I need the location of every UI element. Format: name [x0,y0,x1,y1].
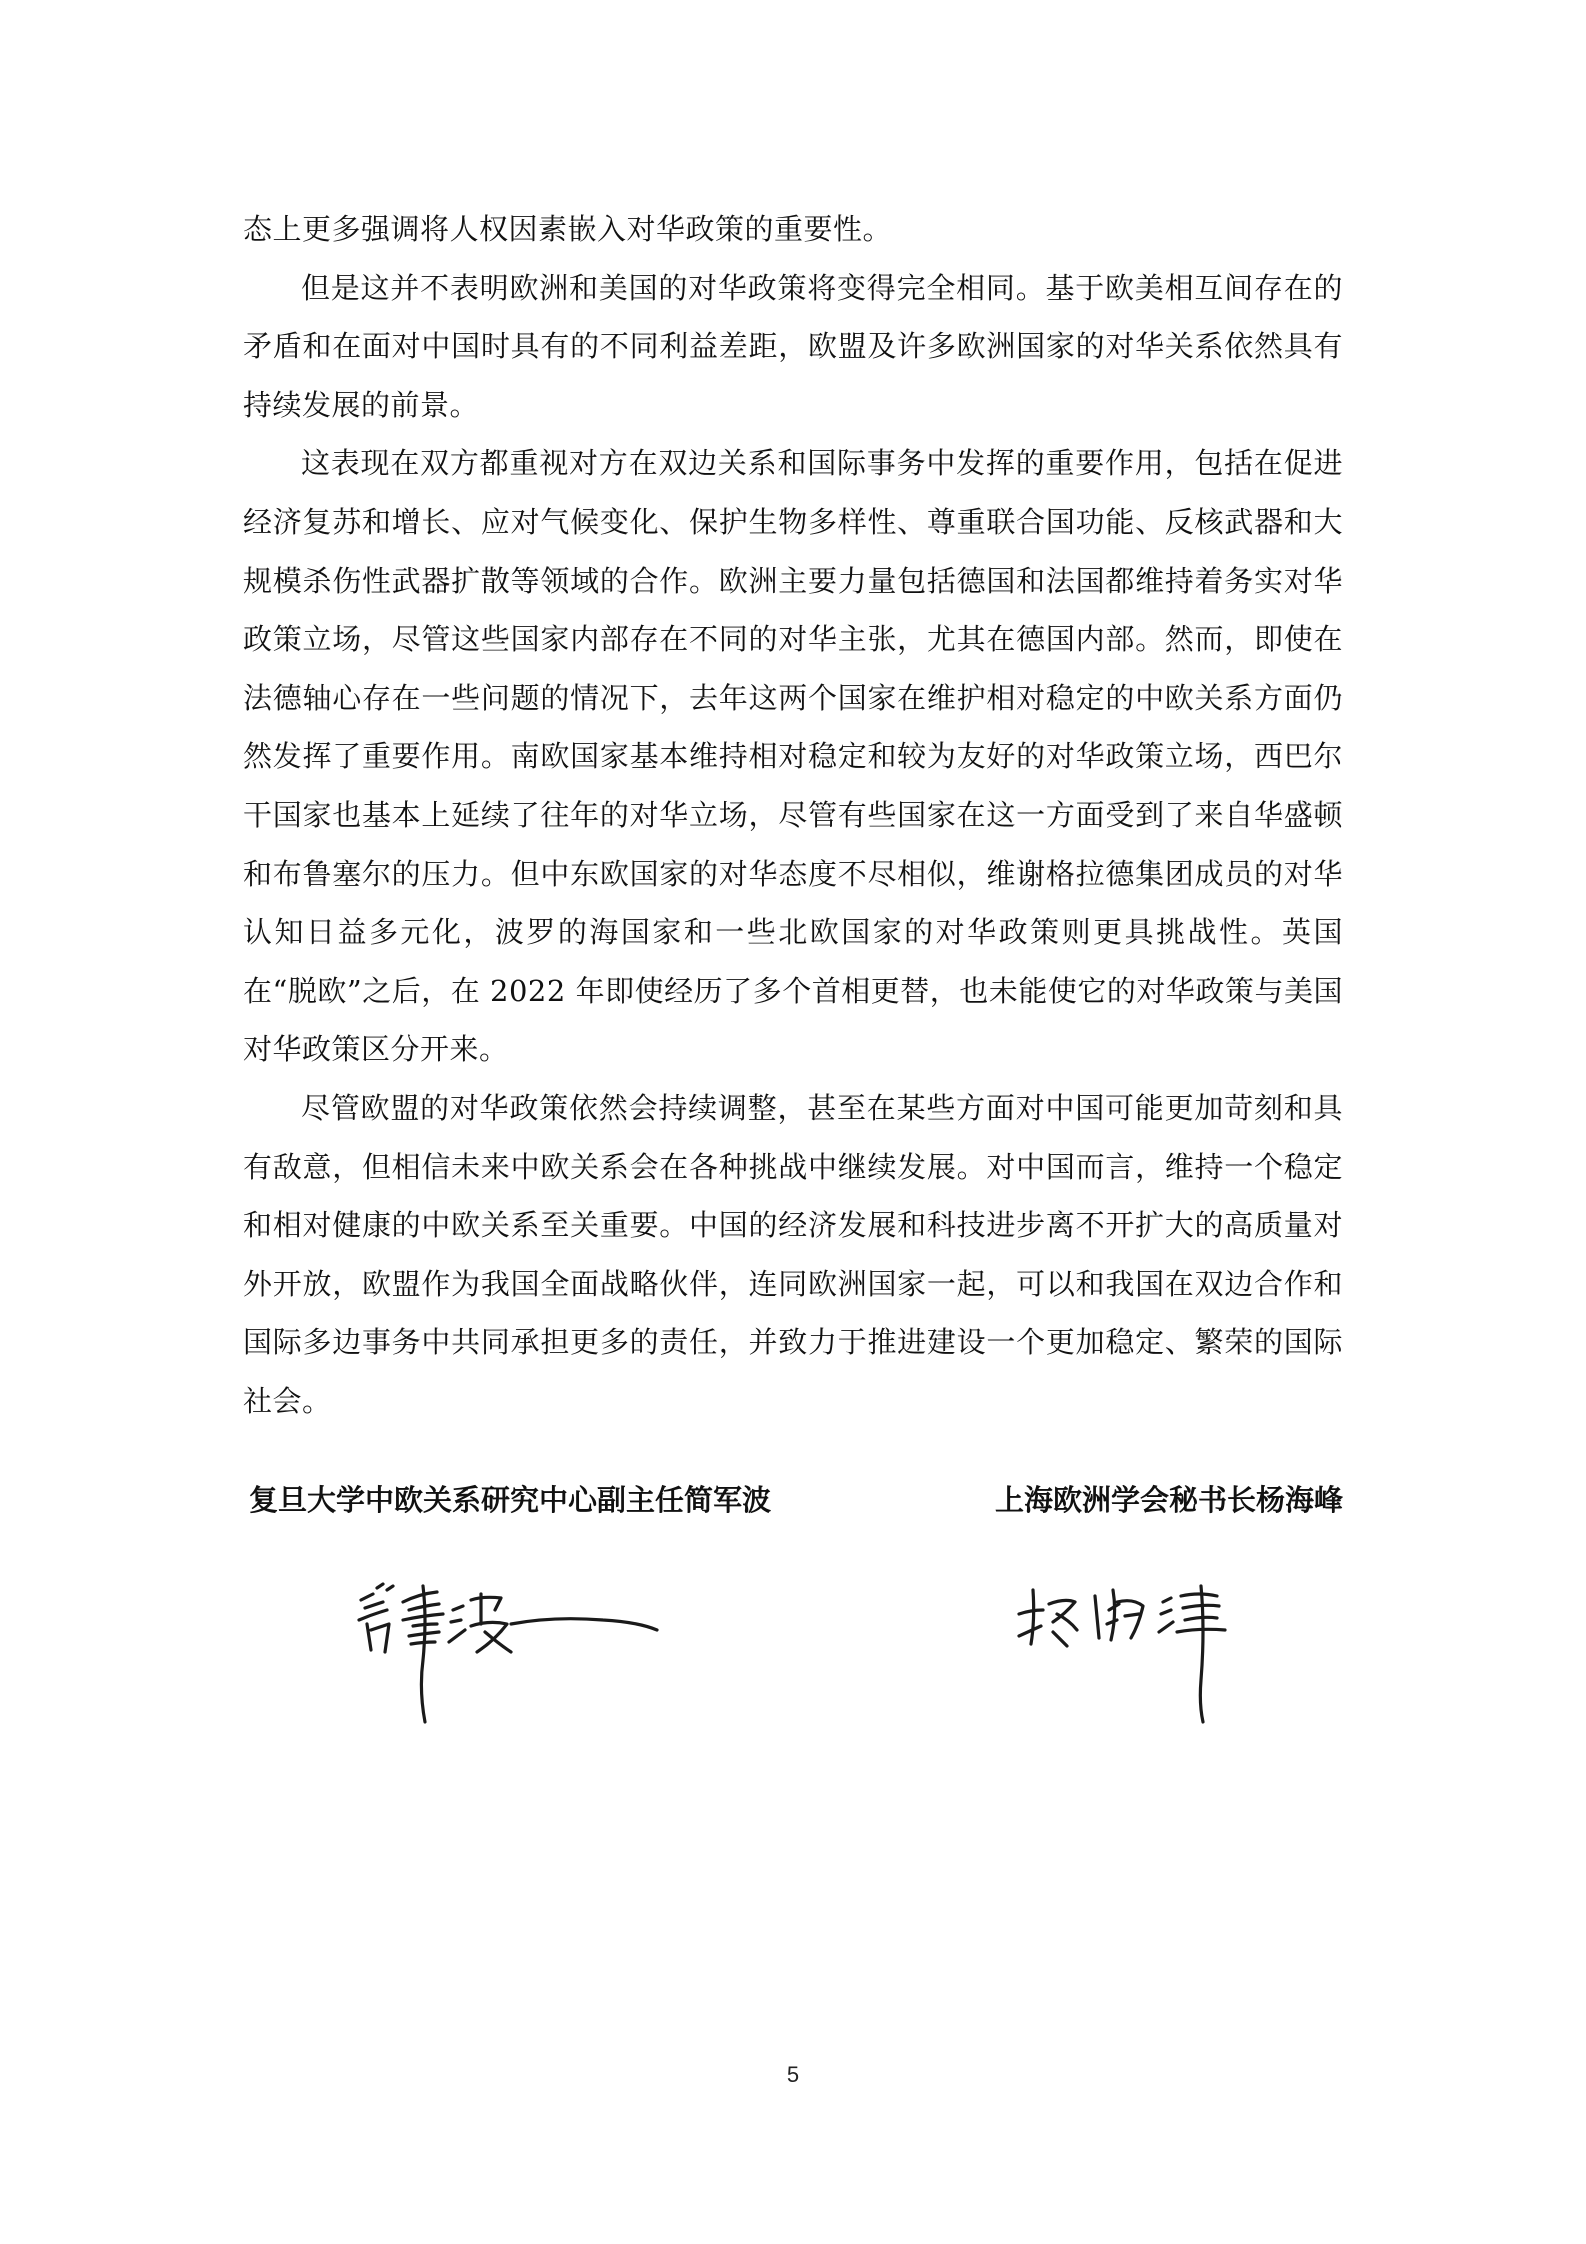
right-handwritten-signature [1013,1580,1253,1730]
page-number: 5 [786,2062,800,2087]
right-signatory-title: 上海欧洲学会秘书长杨海峰 [994,1483,1343,1517]
paragraph-3: 这表现在双方都重视对方在双边关系和国际事务中发挥的重要作用，包括在促进经济复苏和增长、应对气候变化、保护生物多样性、尊重联合国功能、反核武器和大规模杀伤性武器扩散等领域的合作。欧洲主要力量包括德国和法国都维持着务实对华政策立场，尽管这些国家内部存在不同的对华主张，尤其在德国内部。然而，即使在法德轴心存在一些问题的情况下，去年这两个国家在维护相对稳定的中欧关系方面仍然发挥了重要作用。南欧国家基本维持相对稳定和较为友好的对华政策立场，西巴尔干国家也基本上延续了往年的对华立场，尽管有些国家在这一方面受到了来自华盛顿和布鲁塞尔的压力。但中东欧国家的对华态度不尽相似，维谢格拉德集团成员的对华认知日益多元化，波罗的海国家和一些北欧国家的对华政策则更具挑战性。英国在“脱欧”之后，在 2022 年即使经历了多个首相更替，也未能使它的对华政策与美国对华政策区分开来。 [243,446,1343,1067]
paragraph-4: 尽管欧盟的对华政策依然会持续调整，甚至在某些方面对中国可能更加苛刻和具有敌意，但相信未来中欧关系会在各种挑战中继续发展。对中国而言，维持一个稳定和相对健康的中欧关系至关重要。中国的经济发展和科技进步离不开扩大的高质量对外开放，欧盟作为我国全面战略伙伴，连同欧洲国家一起，可以和我国在双边合作和国际多边事务中共同承担更多的责任，并致力于推进建设一个更加稳定、繁荣的国际社会。 [243,1090,1343,1418]
body-text [243,200,1343,1430]
right-signature-drawing [1013,1580,1253,1730]
paragraph-1: 态上更多强调将人权因素嵌入对华政策的重要性。 [243,212,893,246]
left-signatory-title: 复旦大学中欧关系研究中心副主任简军波 [249,1483,772,1517]
paragraph-2: 但是这并不表明欧洲和美国的对华政策将变得完全相同。基于欧美相互间存在的矛盾和在面对中国时具有的不同利益差距，欧盟及许多欧洲国家的对华关系依然具有持续发展的前景。 [243,270,1343,422]
left-handwritten-signature [353,1580,663,1730]
left-signature-drawing [353,1580,663,1730]
signature-block [243,1480,1343,1740]
